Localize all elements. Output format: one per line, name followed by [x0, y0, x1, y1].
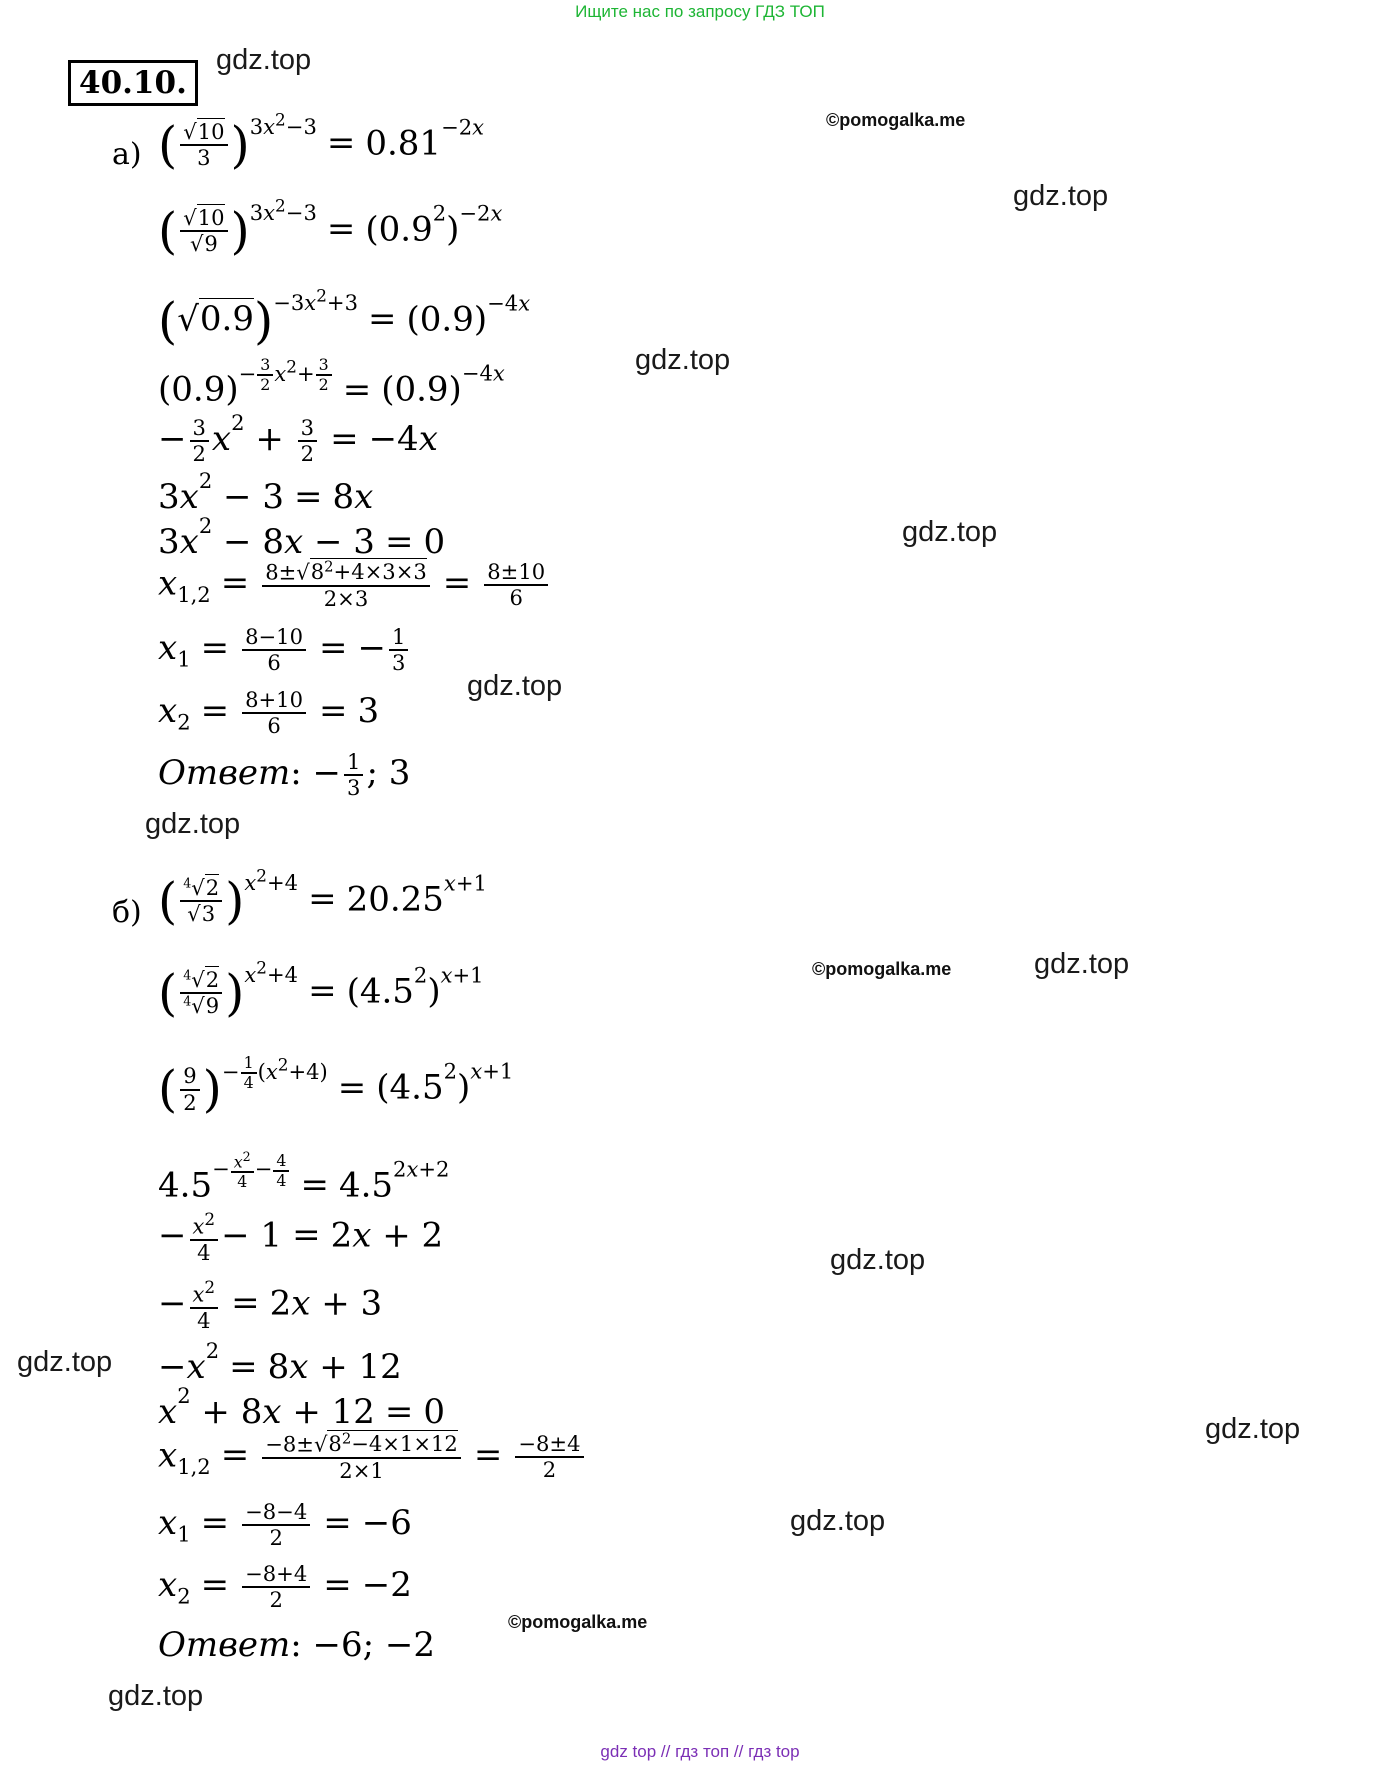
part-b-step-1: ( $\frac{^4√2}{√3}$ )$^{x^2+4} = 20.25^{x+1}$ [158, 866, 487, 930]
pomogalka-watermark: ©pomogalka.me [826, 110, 966, 130]
gdz-watermark: gdz.top [17, 1346, 113, 1378]
problem-number: 40.10. [68, 60, 198, 106]
part-b-label: б) [112, 895, 142, 930]
answer-label: Ответ [158, 753, 291, 794]
answer-label: Ответ [158, 1625, 291, 1665]
gdz-watermark: gdz.top [1013, 180, 1109, 212]
gdz-watermark: gdz.top [216, 44, 312, 76]
part-b-answer: Ответ: −6; −2 [158, 1625, 436, 1665]
gdz-watermark: gdz.top [1205, 1413, 1301, 1445]
gdz-watermark: gdz.top [902, 516, 998, 548]
pomogalka-watermark: ©pomogalka.me [812, 959, 952, 979]
part-b-step-3: ( $\frac{9}{2}$ )$^{- \frac{1}{4} (x^2+4)} = (4.5^2)^{x+1}$ [158, 1053, 514, 1119]
part-a-answer: Ответ: − $\frac{1}{3}$ ; 3 [158, 749, 411, 801]
part-b-step-8: $x^2 + 8x + 12 = 0$ [158, 1383, 446, 1433]
part-a-roots: $x_{1,2}$ = $\frac{8\pm√8^2+4\times 3\times 3}{2\times 3}$ = $\frac{8\pm 10}{6}$ [158, 560, 551, 611]
part-b-step-6: − $\frac{x^2}{4}$ = 2x + 3 [158, 1277, 383, 1333]
part-a-step-7: $3x^2 - 8x - 3 = 0$ [158, 513, 446, 563]
part-a-x1: $x_1$ = $\frac{8-10}{6}$ = − $\frac{1}{3}$ [158, 625, 411, 675]
part-a-step-3: $(√0.9)^{-3x^2+3} = (0.9)^{-4x}$ [158, 286, 531, 350]
gdz-watermark: gdz.top [1034, 948, 1130, 980]
part-b-step-7: $-x^2 = 8x + 12$ [158, 1338, 402, 1388]
gdz-watermark: gdz.top [145, 808, 241, 840]
footer-links[interactable]: gdz top // гдз топ // гдз top [600, 1742, 800, 1761]
gdz-watermark: gdz.top [467, 670, 563, 702]
part-a-label: а) [112, 137, 142, 172]
pomogalka-watermark: ©pomogalka.me [508, 1612, 648, 1632]
answer-value: 3 [388, 753, 411, 794]
gdz-watermark: gdz.top [635, 344, 731, 376]
part-a-step-4: $(0.9)^{- \frac{3}{2} x^2+ \frac{3}{2}}$ = $(0.9)^{-4x}$ [158, 355, 505, 410]
part-a-step-5: − $\frac{3}{2}$ $x^2$ + $\frac{3}{2}$ = −4x [158, 410, 438, 467]
part-b-step-4: $4.5^{- \frac{x^2}{4} - \frac{4}{4}}$ = $4.5^{2x+2}$ [158, 1149, 450, 1206]
gdz-watermark: gdz.top [108, 1680, 204, 1712]
part-b-x1: $x_1$ = $\frac{-8-4}{2}$ = −6 [158, 1499, 412, 1551]
part-b-step-5: − $\frac{x^2}{4}$ − 1 = 2x + 2 [158, 1209, 444, 1265]
part-a-step-2: ( $\frac{√10}{√9}$ )$^{3x^2-3} = (0.9^2)^{-2x}$ [158, 196, 503, 260]
search-banner[interactable]: Ищите нас по запросу ГДЗ ТОП [575, 2, 825, 21]
gdz-watermark: gdz.top [830, 1244, 926, 1276]
part-a-step-1: ( $\frac{√10}{3}$ )$^{3x^2-3} = 0.81^{-2x}$ [158, 110, 485, 174]
part-b-x2: $x_2$ = $\frac{-8+4}{2}$ = −2 [158, 1561, 412, 1613]
part-a-step-6: $3x^2 - 3 = 8x$ [158, 468, 374, 518]
answer-value: −6; −2 [312, 1625, 436, 1665]
part-a-x2: $x_2$ = $\frac{8+10}{6}$ = 3 [158, 687, 380, 739]
part-b-roots: $x_{1,2}$ = $\frac{-8\pm√8^2-4\times 1\times 12}{2\times 1}$ = $\frac{-8\pm 4}{2}$ [158, 1432, 587, 1483]
gdz-watermark: gdz.top [790, 1505, 886, 1537]
part-b-step-2: ( $\frac{^4√2}{^4√9}$ )$^{x^2+4} = (4.5^2)^{x+1}$ [158, 958, 484, 1022]
